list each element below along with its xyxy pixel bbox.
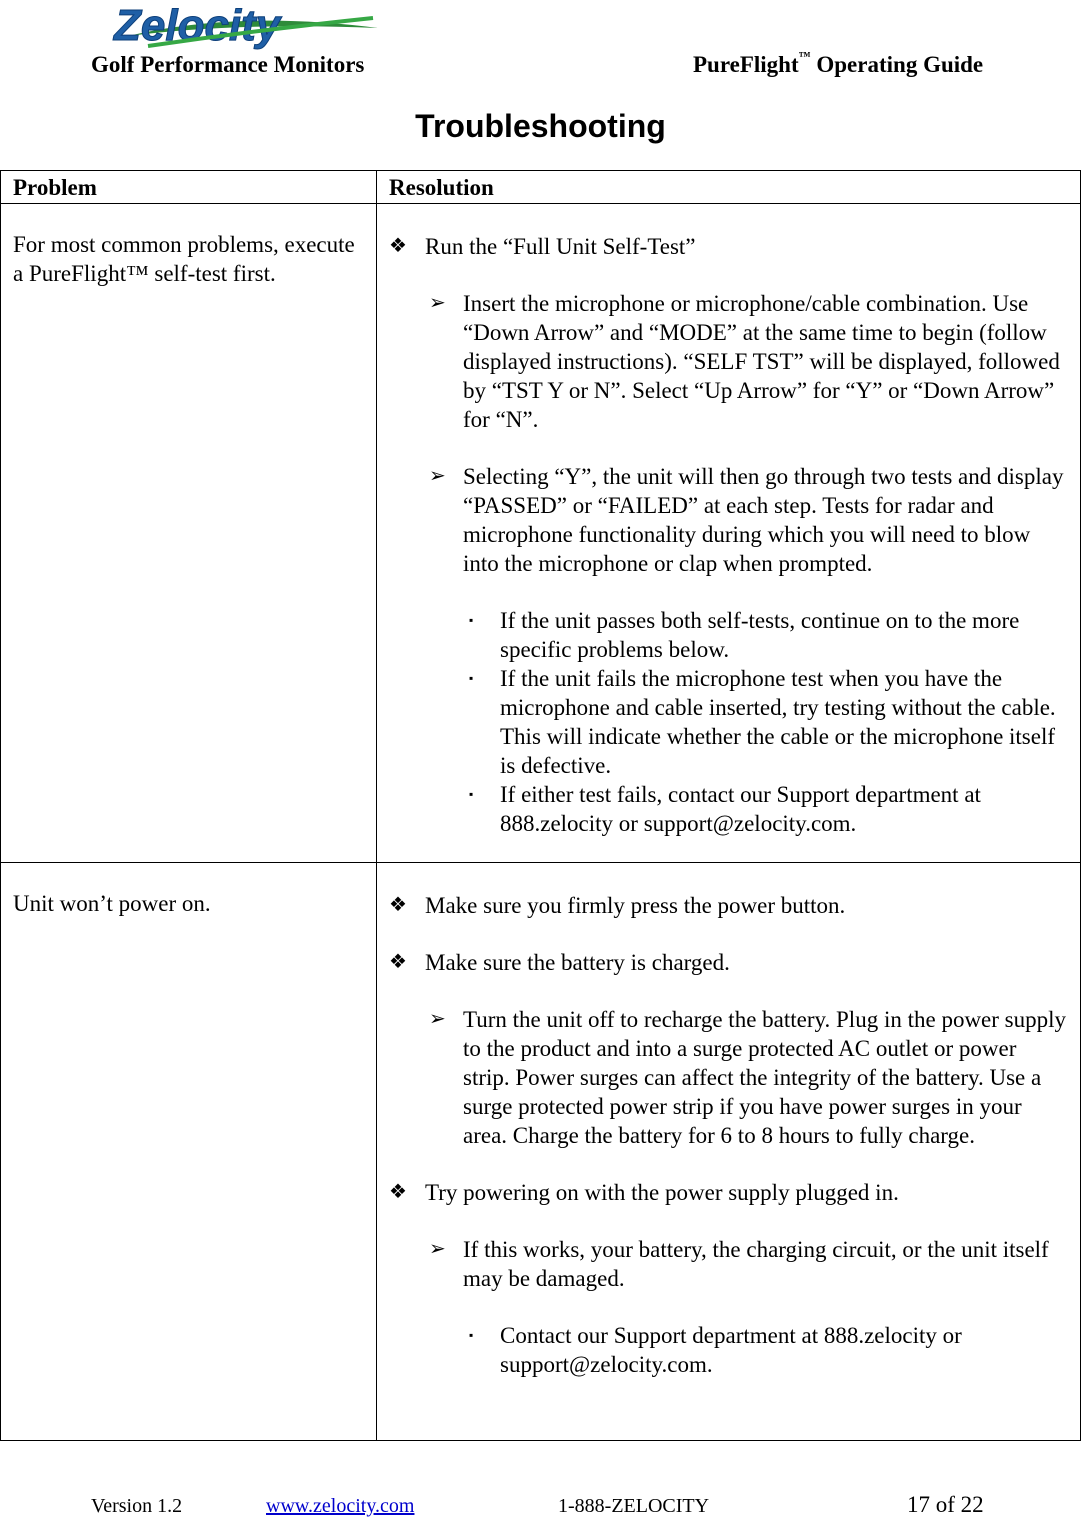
arrow-bullet-icon: ➢ <box>429 1238 446 1260</box>
square-bullet-icon: ▪ <box>469 1328 474 1342</box>
list-item: ❖ Run the “Full Unit Self-Test” <box>389 234 696 259</box>
header-company: Golf Performance Monitors <box>91 52 365 77</box>
list-item: ❖ Make sure you firmly press the power button. <box>389 893 846 918</box>
diamond-bullet-icon: ❖ <box>389 235 407 257</box>
header-guide-title <box>693 49 984 78</box>
resolution-cell <box>377 204 1081 863</box>
list-item: ▪ If the unit fails the microphone test when you have the microphone and cable inserted, try testing without the cable. This will indicate whether the cable or the microphone itself is defective. <box>469 666 1056 778</box>
header-tm: ™ <box>798 49 811 64</box>
column-header-resolution: Resolution <box>377 171 1081 204</box>
logo-wordmark: Zelocity <box>114 1 281 50</box>
list-item: ▪ If the unit passes both self-tests, continue on to the more specific problems below. <box>469 608 1020 662</box>
footer-version: Version 1.2 <box>91 1495 183 1517</box>
problem-cell: For most common problems, execute a PureFlight™ self-test first. <box>1 204 377 863</box>
page-title: Troubleshooting <box>415 108 666 144</box>
table-row <box>1 204 1081 863</box>
diamond-bullet-icon: ❖ <box>389 951 407 973</box>
resolution-cell <box>377 863 1081 1441</box>
square-bullet-icon: ▪ <box>469 787 474 801</box>
list-item: ➢ Insert the microphone or microphone/cable combination. Use “Down Arrow” and “MODE” at the same time to begin (follow displayed instructions). “SELF TST” will be displayed, followed by “TST Y or N”. Select “Up Arrow” for “Y” or “Down Arrow” for “N”. <box>429 291 1060 432</box>
problem-cell: Unit won’t power on. <box>1 863 377 1441</box>
square-bullet-icon: ▪ <box>469 613 474 627</box>
footer-phone: 1-888-ZELOCITY <box>558 1495 710 1517</box>
list-item: ➢ Selecting “Y”, the unit will then go through two tests and display “PASSED” or “FAILED” at each step. Tests for radar and microphone functionality during which you will need to blow into the microphone or clap when prompted. <box>429 464 1064 576</box>
list-item: ▪ If either test fails, contact our Support department at 888.zelocity or support@zelocity.com. <box>469 782 981 836</box>
table-row <box>1 863 1081 1441</box>
arrow-bullet-icon: ➢ <box>429 292 446 314</box>
column-header-problem: Problem <box>1 171 377 204</box>
list-item: ➢ If this works, your battery, the charging circuit, or the unit itself may be damaged. <box>429 1237 1049 1291</box>
header-product: PureFlight <box>693 52 799 77</box>
table-header-row <box>1 171 1081 204</box>
diamond-bullet-icon: ❖ <box>389 894 407 916</box>
list-item: ➢ Turn the unit off to recharge the battery. Plug in the power supply to the product and into a surge protected AC outlet or power strip. Power surges can affect the integrity of the battery. Use a surge protected power strip if you have power surges in your area. Charge the battery for 6 to 8 hours to fully charge. <box>429 1007 1067 1148</box>
list-item: ❖ Make sure the battery is charged. <box>389 950 730 975</box>
list-item: ▪ Contact our Support department at 888.zelocity or support@zelocity.com. <box>469 1323 962 1377</box>
list-item: ❖ Try powering on with the power supply plugged in. <box>389 1180 899 1205</box>
arrow-bullet-icon: ➢ <box>429 1008 446 1030</box>
troubleshooting-table <box>0 170 1081 1441</box>
zelocity-logo <box>88 0 388 56</box>
footer-website-link[interactable]: www.zelocity.com <box>266 1495 415 1517</box>
diamond-bullet-icon: ❖ <box>389 1181 407 1203</box>
header-guide-label: Operating Guide <box>810 52 984 77</box>
square-bullet-icon: ▪ <box>469 671 474 685</box>
page-number: 17 of 22 <box>907 1492 984 1517</box>
arrow-bullet-icon: ➢ <box>429 465 446 487</box>
